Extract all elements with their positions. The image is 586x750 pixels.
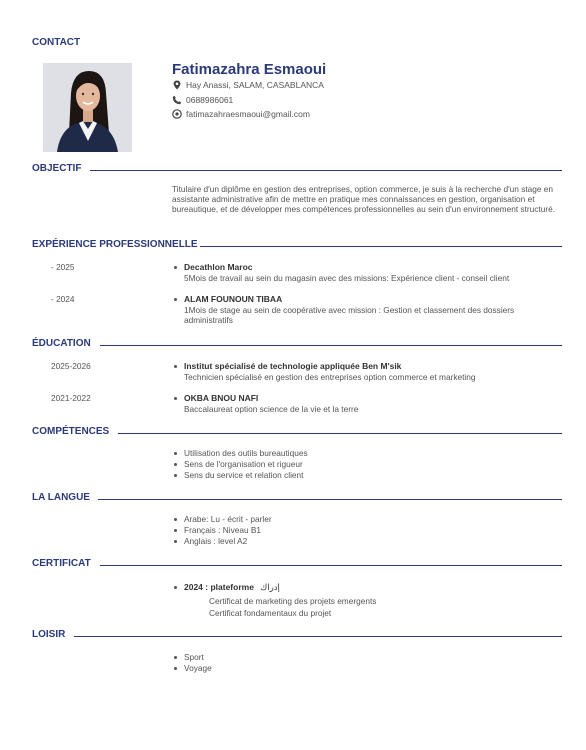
phone-icon <box>172 95 182 105</box>
section-rule <box>200 246 562 247</box>
bullet <box>174 266 177 269</box>
profile-photo <box>43 63 132 152</box>
bullet <box>174 586 177 589</box>
experience-text: 5Mois de travail au sein du magasin avec des missions: Expérience client - conseil client <box>184 273 510 283</box>
contact-phone-text: 0688986061 <box>186 95 234 105</box>
section-rule <box>90 170 562 171</box>
experience-date: - 2024 <box>51 294 75 304</box>
bullet <box>174 667 177 670</box>
section-title-contact: CONTACT <box>32 37 81 48</box>
loisir-item: Voyage <box>184 663 212 673</box>
objectif-text: Titulaire d'un diplôme en gestion des entreprises, option commerce, je suis à la recherche d'un stage en assistante administrative afin de mettre en pratique mes connaissances en gestion, organisation et bureautique, et de développer mes compétences professionnelles au sein d'un environnement structuré. <box>172 184 556 214</box>
section-title-objectif: OBJECTIF <box>32 163 82 174</box>
contact-email <box>172 109 310 119</box>
contact-address <box>172 80 324 90</box>
certificat-heading-text: 2024 : plateforme <box>184 582 254 592</box>
section-rule <box>100 345 562 346</box>
section-title-experience: EXPÉRIENCE PROFESSIONNELLE <box>32 239 198 250</box>
education-date: 2025-2026 <box>51 361 91 371</box>
certificat-heading <box>184 582 280 593</box>
contact-email-text[interactable]: fatimazahraesmaoui@gmail.com <box>186 109 310 119</box>
bullet <box>174 463 177 466</box>
competence-item: Sens de l'organisation et rigueur <box>184 459 303 469</box>
education-text: Baccalaureat option science de la vie et la terre <box>184 404 359 414</box>
section-title-education: ÉDUCATION <box>32 338 91 349</box>
experience-title: Decathlon Maroc <box>184 262 253 272</box>
education-date: 2021-2022 <box>51 393 91 403</box>
bullet <box>174 529 177 532</box>
bullet <box>174 518 177 521</box>
certificat-heading-arabic: إدراك <box>260 582 280 592</box>
certificat-item: Certificat fondamentaux du projet <box>209 608 332 618</box>
langue-item: Anglais : level A2 <box>184 536 248 546</box>
competence-item: Sens du service et relation client <box>184 470 304 480</box>
section-rule <box>74 636 562 637</box>
section-title-langue: LA LANGUE <box>32 492 90 503</box>
education-text: Technicien spécialisé en gestion des entreprises option commerce et marketing <box>184 372 476 382</box>
experience-text: 1Mois de stage au sein de coopérative avec mission : Gestion et classement des dossiers administratifs <box>184 305 515 325</box>
contact-address-text: Hay Anassi, SALAM, CASABLANCA <box>186 80 324 90</box>
langue-item: Arabe: Lu - écrit - parler <box>184 514 272 524</box>
bullet <box>174 540 177 543</box>
location-pin-icon <box>172 80 182 90</box>
experience-title: ALAM FOUNOUN TIBAA <box>184 294 283 304</box>
at-sign-icon <box>172 109 182 119</box>
contact-phone <box>172 95 233 105</box>
education-title: OKBA BNOU NAFI <box>184 393 259 403</box>
education-title: Institut spécialisé de technologie appliquée Ben M'sik <box>184 361 402 371</box>
section-rule <box>118 433 562 434</box>
bullet <box>174 298 177 301</box>
experience-date: - 2025 <box>51 262 75 272</box>
section-rule <box>100 565 562 566</box>
profile-photo-illustration <box>43 63 132 152</box>
bullet <box>174 397 177 400</box>
bullet <box>174 656 177 659</box>
competence-item: Utilisation des outils bureautiques <box>184 448 308 458</box>
loisir-item: Sport <box>184 652 204 662</box>
bullet <box>174 452 177 455</box>
section-title-loisir: LOISIR <box>32 629 66 640</box>
section-title-competences: COMPÉTENCES <box>32 426 110 437</box>
certificat-item: Certificat de marketing des projets emergents <box>209 596 377 606</box>
section-rule <box>98 499 562 500</box>
langue-item: Français : Niveau B1 <box>184 525 262 535</box>
bullet <box>174 474 177 477</box>
section-title-certificat: CERTIFICAT <box>32 558 91 569</box>
candidate-name: Fatimazahra Esmaoui <box>172 61 327 78</box>
bullet <box>174 365 177 368</box>
